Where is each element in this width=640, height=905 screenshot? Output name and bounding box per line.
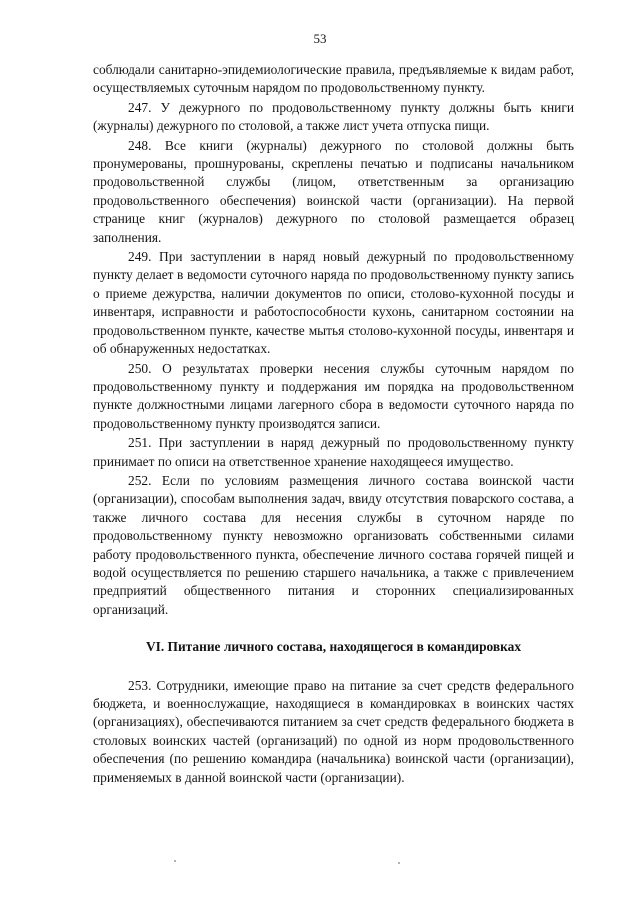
page-number: 53 — [313, 31, 327, 46]
paragraph-251: 251. При заступлении в наряд дежурный по продовольственному пункту принимает по описи на ответственное хранение находящееся имущество. — [93, 435, 574, 469]
section-vi-heading: VI. Питание личного состава, находящегося в командировках — [145, 639, 522, 655]
scan-speck — [398, 862, 400, 864]
paragraph-252: 252. Если по условиям размещения личного состава воинской части (организации), способам выполнения задач, ввиду отсутствия поварского состава, а также личного состава для несения службы в суточном наряде по продовольственному пункту невозможно организовать собственными силами работу продовольственного пункта, обеспечение личного состава горячей пищей и водой осуществляется по решению старшего начальника, а также с привлечением предприятий общественного питания и сторонних специализированных организаций. — [93, 472, 574, 617]
paragraph-247: 247. У дежурного по продовольственному пункту должны быть книги (журналы) дежурного по столовой, а также лист учета отпуска пищи. — [93, 99, 574, 134]
paragraph-249: 249. При заступлении в наряд новый дежурный по продовольственному пункту делает в ведомости суточного наряда по продовольственному пункту запись о приеме дежурства, наличии документов по описи, столово-кухонной посуды и инвентаря, исправности и работоспособности кухонь, санитарном состоянии на продовольственном пункте, качестве мытья столово-кухонной посуды, инвентаря и об обнаруженных недостатках. — [93, 249, 574, 357]
paragraph-250: 250. О результатах проверки несения службы суточным нарядом по продовольственному пункту и поддержания им порядка на продовольственном пункте должностными лицами лагерного сбора в ведомости суточного наряда по продовольственному пункту производятся записи. — [93, 360, 574, 431]
paragraph-continuation: соблюдали санитарно-эпидемиологические правила, предъявляемые к видам работ, осуществляемых суточным нарядом по продовольственному пункту. — [93, 62, 574, 96]
paragraph-253: 253. Сотрудники, имеющие право на питание за счет средств федерального бюджета, и военнослужащие, находящиеся в командировках в воинских частях (организациях), обеспечиваются питанием за счет средств федерального бюджета в столовых воинских частей (организаций) по одной из норм продовольственного обеспечения (по решению командира (начальника) воинской части (организации), применяемых в данной воинской части (организации). — [93, 677, 574, 785]
document-body — [93, 61, 574, 787]
scan-speck — [174, 860, 176, 862]
paragraph-248: 248. Все книги (журналы) дежурного по столовой должны быть пронумерованы, прошнурованы, скреплены печатью и подписаны начальником продовольственной службы (лицом, ответственным за организацию продовольственного обеспечения) воинской части (организации). На первой странице книг (журналов) дежурного по столовой размещается образец заполнения. — [93, 137, 574, 245]
